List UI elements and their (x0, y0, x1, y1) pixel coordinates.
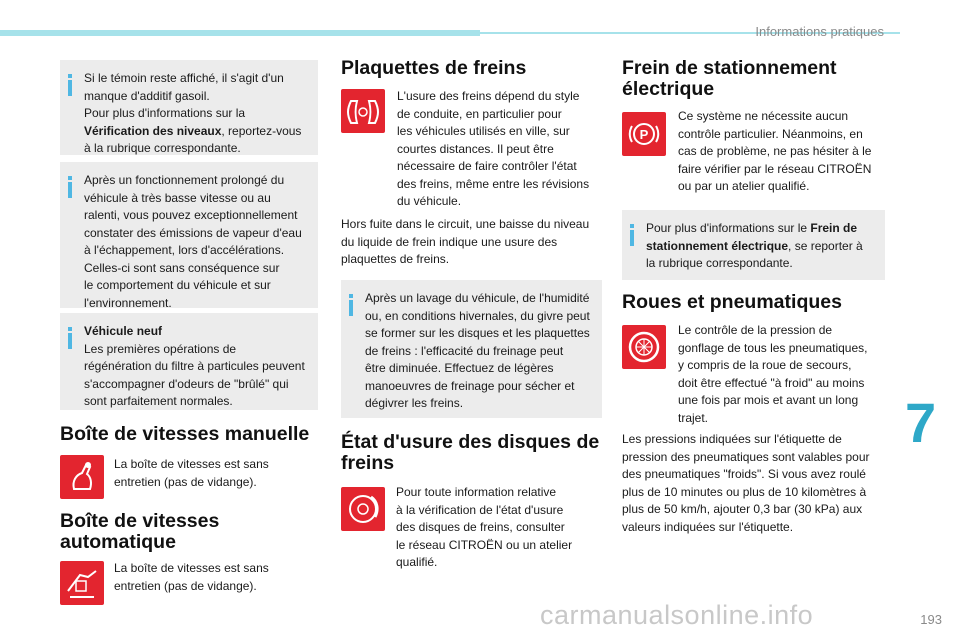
heading-brake-pads: Plaquettes de freins (341, 57, 527, 79)
text-line: plaquettes de freins. (341, 252, 450, 266)
info-line: la rubrique correspondante. (646, 256, 793, 270)
text-line: La boîte de vitesses est sans (114, 561, 269, 575)
text-line: doit être effectué "à froid" au moins (678, 375, 865, 390)
info-line: Les premières opérations de (84, 341, 237, 356)
info-line: à la rubrique correspondante. (84, 141, 241, 155)
brake-fluid-text (341, 216, 603, 269)
heading-line: État d'usure des disques de (341, 431, 600, 453)
info-line: véhicule à très basse vitesse ou au (84, 190, 271, 205)
info-text: , reportez-vous (221, 123, 302, 138)
heading-line: Frein de stationnement (622, 57, 837, 79)
text-line: trajet. (678, 410, 709, 425)
text-line: y compris de la roue de secours, (678, 358, 852, 372)
brake-discs-text (396, 484, 601, 572)
info-line: s'accompagner d'odeurs de "brûlé" qui (84, 376, 289, 391)
page-number: 193 (920, 612, 942, 627)
heading-wheels-tyres: Roues et pneumatiques (622, 291, 842, 313)
wheels-text (678, 322, 888, 427)
text-line: à la vérification de l'état d'usure (396, 502, 564, 517)
info-line: Si le témoin reste affiché, il s'agit d'un (84, 71, 284, 85)
svg-text:P: P (639, 127, 649, 142)
info-link-text: Frein de (810, 221, 858, 235)
info-link-text: stationnement électrique (646, 238, 789, 253)
text-line: plus de 50 km/h, ajouter 0,3 bar (30 kPa) aux (622, 502, 863, 516)
info-box-vapour (60, 162, 318, 308)
watermark: carmanualsonline.info (540, 600, 814, 630)
text-line: gonflage de tous les pneumatiques, (678, 340, 868, 355)
heading-line: freins (341, 452, 395, 474)
heading-parking-brake (622, 58, 837, 100)
info-link-text: Vérification des niveaux (84, 123, 222, 138)
text-line: du véhicule. (397, 194, 462, 208)
info-line: manoeuvres de freinage pour sécher et (365, 378, 575, 393)
info-icon (68, 74, 72, 96)
info-line: Celles-ci sont sans conséquence sur (84, 260, 280, 275)
parking-brake-text (678, 108, 888, 196)
text-line: contrôle particulier. Néanmoins, en (678, 126, 863, 141)
text-line: pression des pneumatiques sont valables pour (622, 449, 870, 464)
info-line: ralenti, vous pouvez exceptionnellement (84, 208, 298, 222)
info-line: sont parfaitement normales. (84, 394, 233, 408)
text-line: des freins, même entre les révisions (397, 176, 590, 191)
text-line: les véhicules utilisés en ville, sur (397, 124, 570, 138)
info-title: Véhicule neuf (84, 324, 163, 338)
text-line: qualifié. (396, 555, 438, 569)
info-icon (349, 294, 353, 316)
info-line: se former sur les disques et les plaquettes (365, 326, 590, 340)
info-box-new-vehicle (60, 313, 318, 410)
info-box-additive (60, 60, 318, 155)
brake-pads-text (397, 88, 602, 211)
text-line: Ce système ne nécessite aucun (678, 109, 849, 123)
heading-line: automatique (60, 531, 176, 553)
heading-brake-discs (341, 432, 599, 474)
chapter-number: 7 (905, 391, 937, 454)
info-box-parking-brake (622, 210, 885, 280)
text-line: Les pressions indiquées sur l'étiquette de (622, 432, 842, 446)
text-line: L'usure des freins dépend du style (397, 89, 580, 103)
section-title: Informations pratiques (755, 24, 884, 39)
info-line: de freins : l'efficacité du freinage peut (365, 343, 564, 358)
text-line: nécessaire de faire contrôler l'état (397, 159, 577, 173)
info-line: constater des émissions de vapeur d'eau (84, 225, 302, 240)
info-text: , se reporter à (788, 238, 863, 253)
info-line: à l'échappement, lors d'accélérations. (84, 243, 285, 257)
info-icon (630, 224, 634, 246)
text-line: le réseau CITROËN ou un atelier (396, 537, 573, 552)
text-line: ou par un atelier qualifié. (678, 179, 810, 193)
text-line: plus de 10 minutes ou plus de 10 kilomètres à (622, 484, 867, 499)
parking-brake-icon (622, 112, 666, 156)
gearbox-auto-icon (60, 561, 104, 605)
text-line: cas de problème, ne pas hésiter à le (678, 144, 872, 158)
heading-line: Boîte de vitesses (60, 510, 220, 532)
text-line: courtes distances. Il peut être (397, 141, 554, 156)
text-line: faire vérifier par le réseau CITROËN (678, 161, 872, 176)
text-line: valeurs indiquées sur l'étiquette. (622, 519, 794, 534)
gearbox-manual-icon (60, 455, 104, 499)
info-line: régénération du filtre à particules peuvent (84, 359, 305, 373)
brake-disc-icon (341, 487, 385, 531)
info-line: le comportement du véhicule et sur (84, 278, 271, 292)
text-line: entretien (pas de vidange). (114, 578, 257, 593)
wheel-icon (622, 325, 666, 369)
text-line: des disques de freins, consulter (396, 520, 565, 534)
heading-line: électrique (622, 78, 715, 100)
header-bar (0, 30, 480, 36)
info-text: Pour plus d'informations sur le (646, 221, 811, 235)
text-line: La boîte de vitesses est sans (114, 457, 269, 471)
info-line: l'environnement. (84, 295, 172, 310)
text-line: une fois par mois et avant un long (678, 393, 859, 407)
text-line: Le contrôle de la pression de (678, 323, 833, 337)
info-line: Pour plus d'informations sur la (84, 106, 246, 120)
info-line (646, 220, 873, 238)
text-line: des pneumatiques "froids". Si vous avez roulé (622, 467, 866, 481)
auto-gearbox-text (114, 560, 314, 595)
text-line: Pour toute information relative (396, 485, 557, 499)
text-line: du liquide de frein indique une usure des (341, 234, 558, 249)
heading-manual-gearbox: Boîte de vitesses manuelle (60, 423, 310, 445)
tyre-pressure-text (622, 431, 887, 536)
text-line: de conduite, en particulier pour (397, 106, 562, 121)
info-line: manque d'additif gasoil. (84, 88, 210, 103)
info-line: Après un fonctionnement prolongé du (84, 173, 285, 187)
info-box-washing (341, 280, 602, 418)
info-line: dégivrer les freins. (365, 396, 464, 410)
manual-gearbox-text (114, 456, 314, 491)
text-line: Hors fuite dans le circuit, une baisse du niveau (341, 217, 590, 231)
info-line: ou, en conditions hivernales, du givre peut (365, 308, 590, 323)
text-line: entretien (pas de vidange). (114, 474, 257, 489)
info-line (646, 238, 873, 256)
info-icon (68, 327, 72, 349)
brake-pads-icon (341, 89, 385, 133)
heading-auto-gearbox (60, 511, 219, 553)
info-icon (68, 176, 72, 198)
info-line (84, 123, 306, 141)
info-line: Après un lavage du véhicule, de l'humidité (365, 291, 590, 305)
info-line: être diminuée. Effectuez de légères (365, 361, 554, 375)
